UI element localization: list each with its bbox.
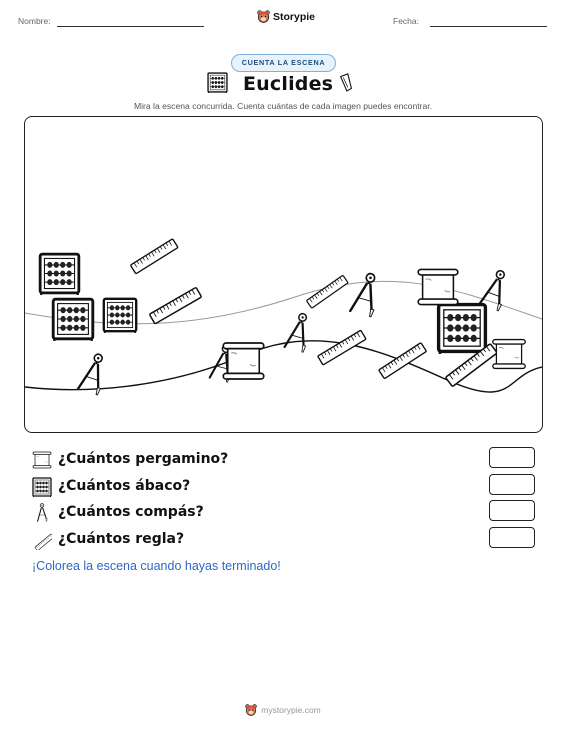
scroll-icon bbox=[493, 340, 525, 369]
scene-illustration bbox=[25, 117, 542, 432]
answer-box[interactable] bbox=[489, 447, 535, 468]
scroll-icon bbox=[32, 450, 52, 470]
footer-site: mystorypie.com bbox=[261, 705, 321, 715]
page-title: Euclides bbox=[243, 73, 334, 95]
name-field[interactable] bbox=[57, 26, 204, 27]
question-ruler bbox=[32, 529, 538, 551]
name-label: Nombre: bbox=[18, 16, 51, 26]
abacus-icon bbox=[40, 254, 79, 295]
footer bbox=[0, 704, 566, 716]
answer-box[interactable] bbox=[489, 527, 535, 548]
answer-box[interactable] bbox=[489, 474, 535, 495]
scene-panel[interactable] bbox=[24, 116, 543, 433]
question-text: ¿Cuántos pergamino? bbox=[58, 451, 229, 467]
question-text: ¿Cuántos ábaco? bbox=[58, 478, 191, 494]
abacus-icon bbox=[104, 299, 136, 333]
coloring-instruction: ¡Colorea la escena cuando hayas terminado! bbox=[32, 559, 281, 573]
ruler-icon bbox=[32, 530, 52, 550]
question-abacus bbox=[32, 476, 538, 498]
brand-name: Storypie bbox=[273, 10, 316, 23]
date-field[interactable] bbox=[430, 26, 547, 27]
ruler-icon bbox=[149, 287, 201, 324]
question-compass bbox=[32, 502, 538, 524]
compass-icon bbox=[350, 271, 383, 317]
bear-icon bbox=[257, 10, 270, 23]
bear-icon bbox=[245, 704, 257, 716]
abacus-icon bbox=[53, 299, 93, 341]
compass-icon bbox=[285, 311, 314, 352]
ruler-icon bbox=[318, 330, 366, 365]
brand-logo bbox=[257, 10, 315, 23]
abacus-icon bbox=[32, 477, 52, 497]
pen-icon bbox=[337, 71, 355, 93]
activity-badge: CUENTA LA ESCENA bbox=[231, 54, 336, 72]
ruler-icon bbox=[130, 239, 178, 274]
scroll-icon bbox=[418, 269, 458, 304]
compass-icon bbox=[32, 503, 52, 523]
question-text: ¿Cuántos compás? bbox=[58, 504, 204, 520]
answer-box[interactable] bbox=[489, 500, 535, 521]
ruler-icon bbox=[379, 343, 427, 379]
abacus-icon bbox=[207, 72, 228, 93]
date-label: Fecha: bbox=[393, 16, 419, 26]
abacus-icon bbox=[439, 305, 486, 354]
question-text: ¿Cuántos regla? bbox=[58, 531, 185, 547]
question-scroll bbox=[32, 449, 538, 471]
scroll-icon bbox=[223, 343, 264, 379]
instructions: Mira la escena concurrida. Cuenta cuántas de cada imagen puedes encontrar. bbox=[133, 101, 433, 111]
